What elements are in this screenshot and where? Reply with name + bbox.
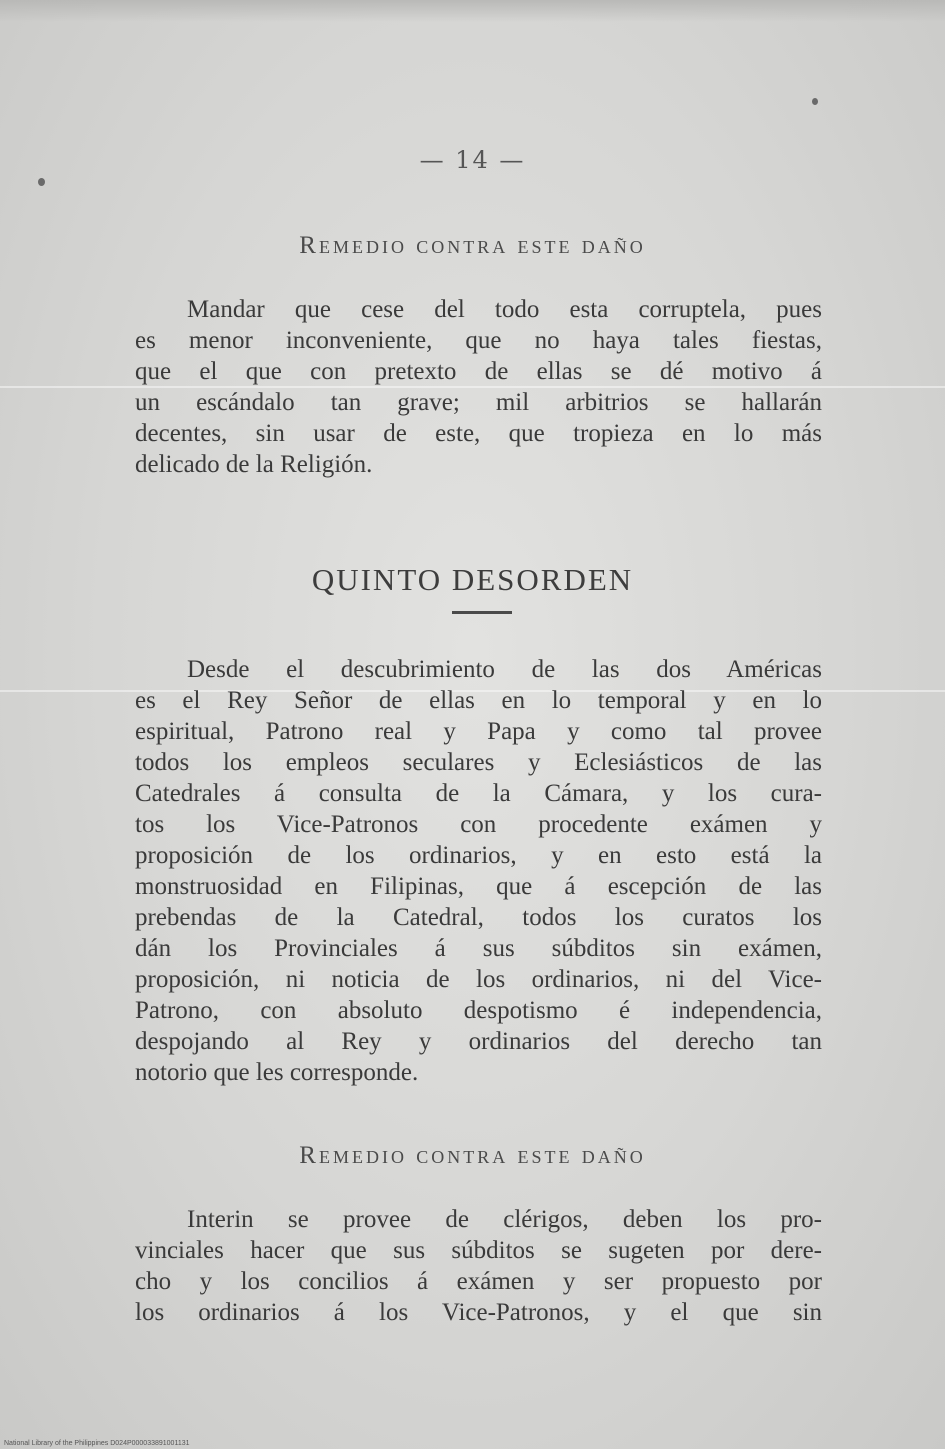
text-line: que el que con pretexto de ellas se dé motivo á: [135, 358, 822, 385]
text-line: decentes, sin usar de este, que tropieza en lo más: [135, 420, 822, 447]
page-number: — 14 —: [419, 146, 526, 174]
text-line: tos los Vice-Patronos con procedente exámen y: [135, 811, 822, 838]
text-line: proposición, ni noticia de los ordinarios, ni del Vice-: [135, 966, 822, 993]
text-line: Mandar que cese del todo esta corruptela, pues: [187, 296, 822, 323]
archive-footer: National Library of the Philippines D024P000033891001131: [4, 1440, 190, 1447]
text-line: Interin se provee de clérigos, deben los pro-: [187, 1206, 822, 1233]
speck: [812, 98, 818, 105]
text-line: espiritual, Patrono real y Papa y como tal provee: [135, 718, 822, 745]
text-line: todos los empleos seculares y Eclesiásticos de las: [135, 749, 822, 776]
text-line: Catedrales á consulta de la Cámara, y los cura-: [135, 780, 822, 807]
paragraph-remedio-2: [135, 1204, 822, 1328]
text-line: proposición de los ordinarios, y en esto está la: [135, 842, 822, 869]
text-line: Patrono, con absoluto despotismo é independencia,: [135, 997, 822, 1024]
paragraph-remedio-1: [135, 294, 822, 480]
speck: [38, 178, 45, 186]
text-line: es el Rey Señor de ellas en lo temporal y en lo: [135, 687, 822, 714]
text-line: Desde el descubrimiento de las dos Américas: [187, 656, 822, 683]
section-heading-remedio-2: Remedio contra este daño: [299, 1142, 646, 1169]
section-heading-remedio-1: Remedio contra este daño: [299, 232, 646, 259]
paragraph-quinto-desorden: [135, 654, 822, 1088]
page-edge-shadow: [0, 0, 945, 22]
text-line: es menor inconveniente, que no haya tales fiestas,: [135, 327, 822, 354]
text-line: despojando al Rey y ordinarios del derecho tan: [135, 1028, 822, 1055]
text-line: delicado de la Religión.: [135, 451, 373, 478]
text-line: cho y los concilios á exámen y ser propuesto por: [135, 1268, 822, 1295]
text-line: prebendas de la Catedral, todos los curatos los: [135, 904, 822, 931]
text-line: un escándalo tan grave; mil arbitrios se hallarán: [135, 389, 822, 416]
section-heading-quinto-desorden: QUINTO DESORDEN: [311, 562, 634, 597]
text-line: los ordinarios á los Vice-Patronos, y el que sin: [135, 1299, 822, 1326]
text-line: notorio que les corresponde.: [135, 1059, 419, 1086]
text-line: vinciales hacer que sus súbditos se sugeten por dere-: [135, 1237, 822, 1264]
text-line: dán los Provinciales á sus súbditos sin exámen,: [135, 935, 822, 962]
heading-rule: [452, 611, 512, 614]
text-line: monstruosidad en Filipinas, que á escepción de las: [135, 873, 822, 900]
